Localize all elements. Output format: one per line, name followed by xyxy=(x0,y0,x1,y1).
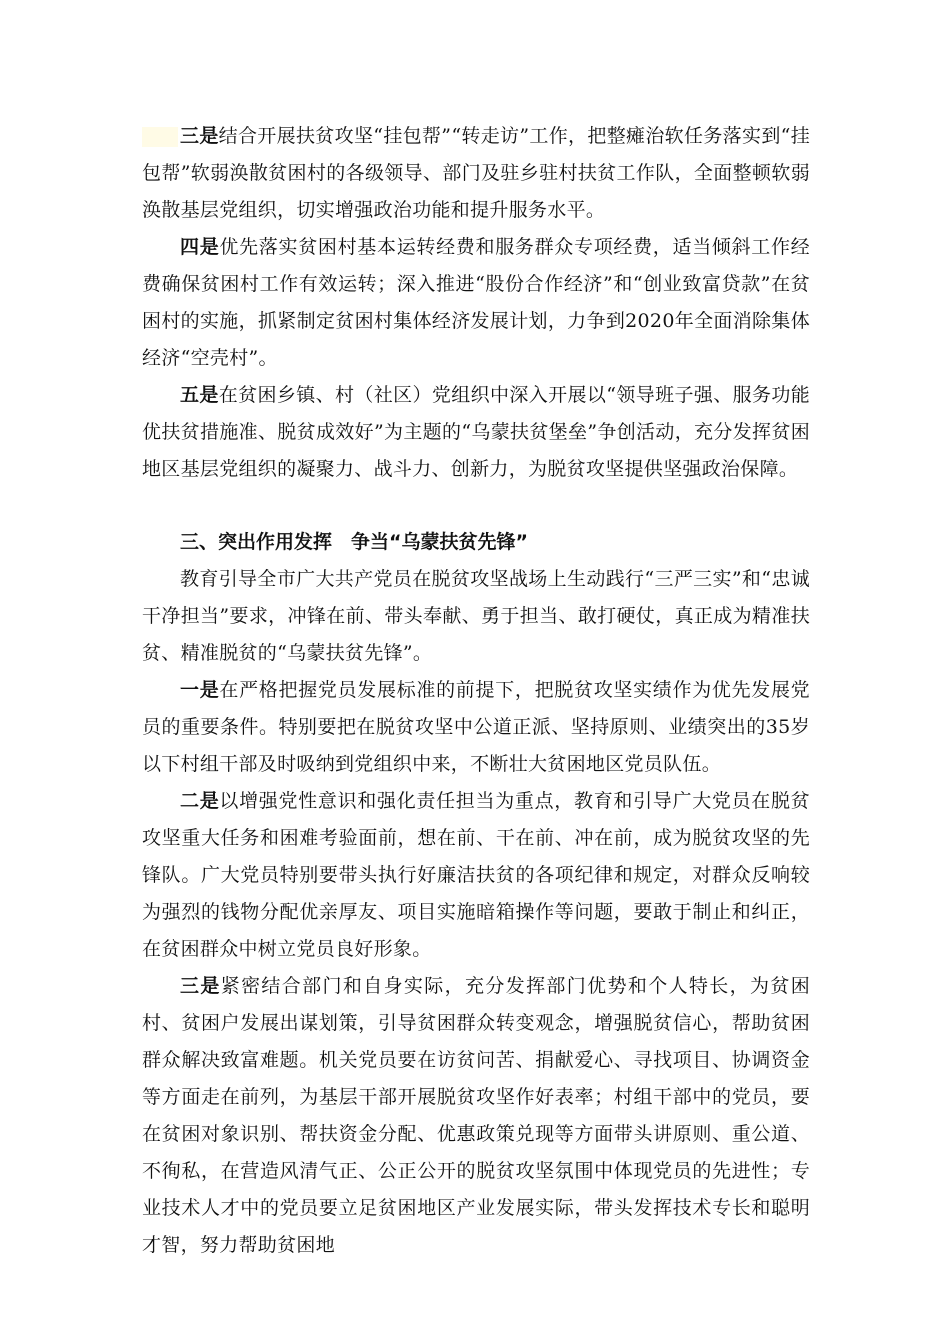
paragraph-lead: 一是 xyxy=(180,679,220,701)
document-page xyxy=(142,118,810,1264)
paragraph-text: 在严格把握党员发展标准的前提下，把脱贫攻坚实绩作为优先发展党员的重要条件。特别要把在脱贫攻坚中公道正派、坚持原则、业绩突出的35岁以下村组干部及时吸纳到党组织中来，不断壮大贫困地区党员队伍。 xyxy=(142,679,810,775)
paragraph-text: 在贫困乡镇、村（社区）党组织中深入开展以“领导班子强、服务功能优扶贫措施准、脱贫成效好”为主题的“乌蒙扶贫堡垒”争创活动，充分发挥贫困地区基层党组织的凝聚力、战斗力、创新力，为脱贫攻坚提供坚强政治保障。 xyxy=(142,384,810,480)
paragraph-lead: 二是 xyxy=(180,790,220,812)
paragraph-text: 优先落实贫困村基本运转经费和服务群众专项经费，适当倾斜工作经费确保贫困村工作有效运转；深入推进“股份合作经济”和“创业致富贷款”在贫困村的实施，抓紧制定贫困村集体经济发展计划，力争到2020年全面消除集体经济“空壳村”。 xyxy=(142,236,810,369)
section-intro: 教育引导全市广大共产党员在脱贫攻坚战场上生动践行“三严三实”和“忠诚干净担当”要求，冲锋在前、带头奉献、勇于担当、敢打硬仗，真正成为精准扶贫、精准脱贫的“乌蒙扶贫先锋”。 xyxy=(142,568,810,664)
paragraph-lead: 三是 xyxy=(180,975,221,997)
paragraph-second-point xyxy=(142,783,810,968)
paragraph-text: 以增强党性意识和强化责任担当为重点，教育和引导广大党员在脱贫攻坚重大任务和困难考验面前，想在前、干在前、冲在前，成为脱贫攻坚的先锋队。广大党员特别要带头执行好廉洁扶贫的各项纪律和规定，对群众反响较为强烈的钱物分配优亲厚友、项目实施暗箱操作等问题，要敢于制止和纠正，在贫困群众中树立党员良好形象。 xyxy=(142,790,810,960)
paragraph-text: 紧密结合部门和自身实际，充分发挥部门优势和个人特长，为贫困村、贫困户发展出谋划策，引导贫困群众转变观念，增强脱贫信心，帮助贫困群众解决致富难题。机关党员要在访贫问苦、捐献爱心、寻找项目、协调资金等方面走在前列，为基层干部开展脱贫攻坚作好表率；村组干部中的党员，要在贫困对象识别、帮扶资金分配、优惠政策兑现等方面带头讲原则、重公道、不徇私，在营造风清气正、公正公开的脱贫攻坚氛围中体现党员的先进性；专业技术人才中的党员要立足贫困地区产业发展实际，带头发挥技术专长和聪明才智，努力帮助贫困地 xyxy=(142,975,810,1256)
paragraph-first-point xyxy=(142,672,810,783)
paragraph-lead: 五是 xyxy=(180,384,219,406)
paragraph-third-point-bottom xyxy=(142,968,810,1264)
paragraph-text: 结合开展扶贫攻坚“挂包帮”“转走访”工作，把整瘫治软任务落实到“挂包帮”软弱涣散贫困村的各级领导、部门及驻乡驻村扶贫工作队，全面整顿软弱涣散基层党组织，切实增强政治功能和提升服务水平。 xyxy=(142,125,810,221)
section-heading xyxy=(142,524,810,561)
paragraph-lead: 三是 xyxy=(180,125,219,147)
paragraph-third-point xyxy=(142,118,810,229)
paragraph-lead: 四是 xyxy=(180,236,220,258)
paragraph-fourth-point xyxy=(142,229,810,377)
paragraph-fifth-point xyxy=(142,377,810,488)
section-heading-part1: 三、突出作用发挥 xyxy=(180,531,333,553)
highlight-mark xyxy=(142,127,178,147)
section-heading-part2: 争当“乌蒙扶贫先锋” xyxy=(351,531,528,553)
